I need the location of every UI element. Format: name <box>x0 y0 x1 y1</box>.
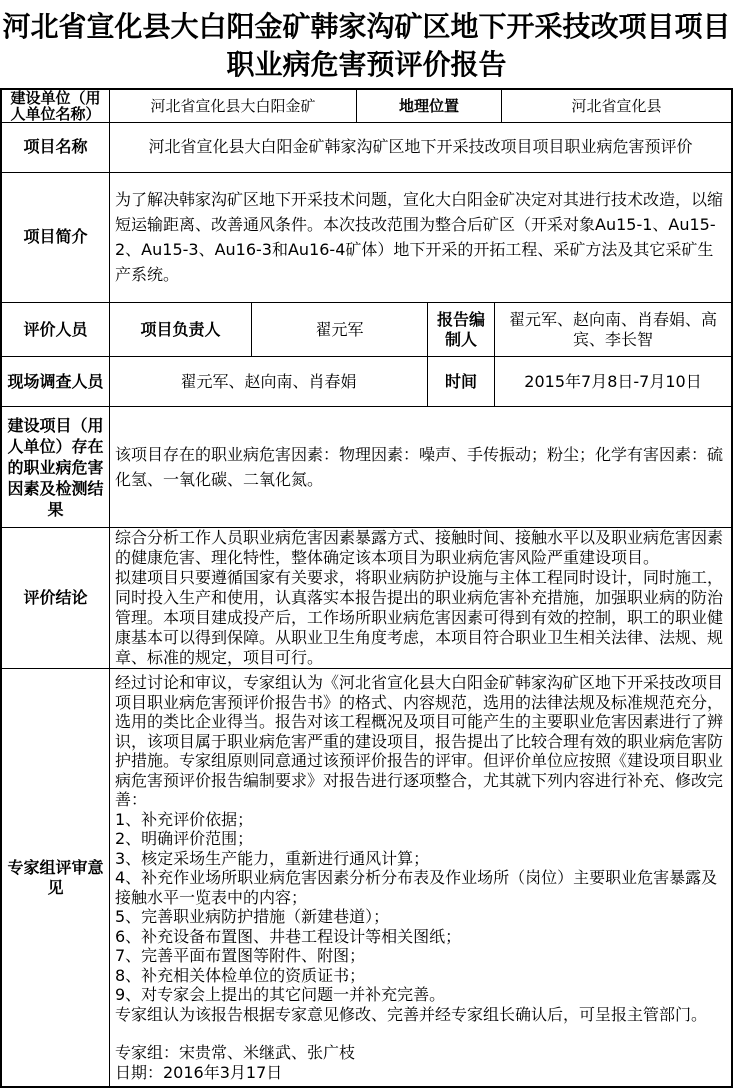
expert-review-label: 专家组评审意见 <box>2 669 110 1086</box>
expert-review-value <box>110 669 731 1086</box>
expert-review-item: 5、完善职业病防护措施（新建巷道）； <box>115 907 390 927</box>
review-date: 日期：2016年3月17日 <box>115 1062 283 1082</box>
expert-group-names: 专家组：宋贵常、米继武、张广枝 <box>115 1043 356 1063</box>
project-name-label: 项目名称 <box>2 123 110 172</box>
construction-unit-label: 建设单位（用人单位名称） <box>2 90 110 122</box>
hazard-factors-label: 建设项目（用人单位）存在的职业病危害因素及检测结果 <box>2 407 110 527</box>
blank-line <box>115 1024 726 1043</box>
survey-time-label: 时间 <box>428 357 495 406</box>
evaluators-label: 评价人员 <box>2 303 110 356</box>
construction-unit-value: 河北省宣化县大白阳金矿 <box>110 90 357 122</box>
project-leader-label: 项目负责人 <box>110 303 252 356</box>
expert-review-item: 8、补充相关体检单位的资质证书； <box>115 965 366 985</box>
project-intro-label: 项目简介 <box>2 173 110 303</box>
row-conclusion <box>2 528 731 669</box>
expert-review-item: 6、补充设备布置图、井巷工程设计等相关图纸； <box>115 926 462 946</box>
row-site-survey <box>2 357 731 407</box>
project-intro-value: 为了解决韩家沟矿区地下开采技术问题，宣化大白阳金矿决定对其进行技术改造，以缩短运输距离、改善通风条件。本次技改范围为整合后矿区（开采对象Au15-1、Au15-2、Au15-3、Au16-3和Au16-4矿体）地下开采的开拓工程、采矿方法及其它采矿生产系统。 <box>115 190 724 285</box>
report-compiler-label: 报告编制人 <box>428 303 495 356</box>
row-project-name <box>2 123 731 173</box>
expert-review-item: 2、明确评价范围； <box>115 829 254 849</box>
page-title: 河北省宣化县大白阳金矿韩家沟矿区地下开采技改项目项目职业病危害预评价报告 <box>2 10 731 81</box>
project-leader-value: 翟元军 <box>252 303 428 356</box>
site-survey-value: 翟元军、赵向南、肖春娟 <box>110 357 428 406</box>
conclusion-value <box>110 528 731 668</box>
row-project-intro <box>2 173 731 304</box>
conclusion-label: 评价结论 <box>2 528 110 668</box>
conclusion-paragraph-1: 综合分析工作人员职业病危害因素暴露方式、接触时间、接触水平以及职业病危害因素的健康危害、理化特性，整体确定该本项目为职业病危害风险严重建设项目。 <box>115 528 724 568</box>
hazard-factors-value: 该项目存在的职业病危害因素：物理因素：噪声、手传振动；粉尘；化学有害因素：硫化氢、一氧化碳、二氧化氮。 <box>115 445 724 490</box>
expert-review-closing: 专家组认为该报告根据专家意见修改、完善并经专家组长确认后，可呈报主管部门。 <box>115 1004 708 1024</box>
expert-review-item: 7、完善平面布置图等附件、附图； <box>115 946 366 966</box>
row-construction-unit <box>2 90 731 123</box>
conclusion-paragraph-2: 拟建项目只要遵循国家有关要求，将职业病防护设施与主体工程同时设计，同时施工，同时投入生产和使用，认真落实本报告提出的职业病危害补充措施，加强职业病的防治管理。本项目建成投产后，工作场所职业病危害因素可得到有效的控制，职工的职业健康基本可以得到保障。从职业卫生角度考虑，本项目符合职业卫生相关法律、法规、规章、标准的规定，项目可行。 <box>115 568 724 668</box>
project-name-value: 河北省宣化县大白阳金矿韩家沟矿区地下开采技改项目项目职业病危害预评价 <box>148 137 693 157</box>
site-survey-label: 现场调查人员 <box>2 357 110 406</box>
row-evaluators <box>2 303 731 357</box>
expert-review-item: 4、补充作业场所职业病危害因素分析分布表及作业场所（岗位）主要职业危害暴露及接触水平一览表中的内容； <box>115 868 718 907</box>
expert-review-item: 3、核定采场生产能力，重新进行通风计算； <box>115 848 430 868</box>
expert-review-item: 9、对专家会上提出的其它问题一并补充完善。 <box>115 985 446 1005</box>
report-table <box>0 88 733 1088</box>
expert-review-intro: 经过讨论和审议，专家组认为《河北省宣化县大白阳金矿韩家沟矿区地下开采技改项目项目职业病危害预评价报告书》的格式、内容规范，选用的法律法规及标准规范充分，选用的类比企业得当。报告对该工程概况及项目可能产生的主要职业危害因素进行了辨识，该项目属于职业病危害严重的建设项目，报告提出了比较合理有效的职业病危害防护措施。专家组原则同意通过该预评价报告的评审。但评价单位应按照《建设项目职业病危害预评价报告编制要求》对报告进行逐项整合，尤其就下列内容进行补充、修改完善： <box>115 673 724 810</box>
survey-time-value: 2015年7月8日-7月10日 <box>524 371 702 391</box>
row-hazard-factors <box>2 407 731 528</box>
geo-location-label: 地理位置 <box>357 90 502 122</box>
report-compiler-value: 翟元军、赵向南、肖春娟、高宾、李长智 <box>508 309 717 349</box>
expert-review-item: 1、补充评价依据； <box>115 809 254 829</box>
geo-location-value: 河北省宣化县 <box>571 97 662 115</box>
row-expert-review <box>2 669 731 1086</box>
